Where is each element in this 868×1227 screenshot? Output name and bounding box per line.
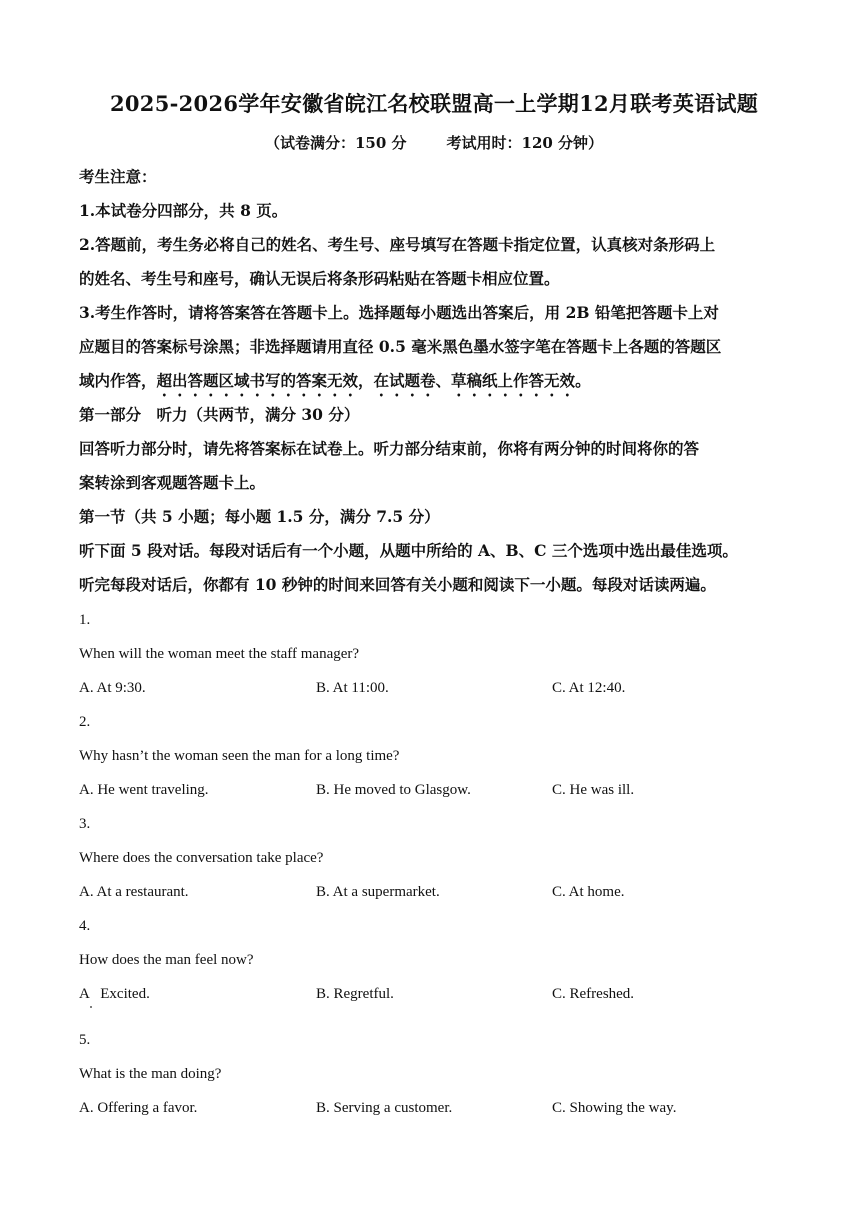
exam-duration: 考试用时：120 分钟） xyxy=(446,134,604,152)
option-a: A Excited. xyxy=(79,986,150,1002)
question-number: 3. xyxy=(79,816,91,832)
option-c: C. Refreshed. xyxy=(552,986,635,1002)
question-text: Why hasn’t the woman seen the man for a long time? xyxy=(79,748,400,764)
option-c: C. At home. xyxy=(552,884,625,900)
exam-title: 2025-2026学年安徽省皖江名校联盟高一上学期12月联考英语试题 xyxy=(109,91,759,116)
option-b: B. At 11:00. xyxy=(316,680,389,696)
notice-text: 域内作答， xyxy=(79,371,157,390)
question-text: Where does the conversation take place? xyxy=(79,850,324,866)
notice-item-3-line-2: 应题目的答案标号涂黑；非选择题请用直径 0.5 毫米黑色墨水签字笔在答题卡上各题的答题区 xyxy=(79,337,722,356)
part1-intro-line-1: 回答听力部分时，请先将答案标在试卷上。听力部分结束前，你将有两分钟的时间将你的答 xyxy=(79,439,700,458)
notice-item-1: 1.本试卷分四部分，共 8 页。 xyxy=(79,201,288,220)
option-c: C. He was ill. xyxy=(552,782,635,798)
question-number: 1. xyxy=(79,612,91,628)
option-a: A. Offering a favor. xyxy=(79,1100,198,1116)
question-number: 4. xyxy=(79,918,91,934)
section1-heading: 第一节（共 5 小题；每小题 1.5 分，满分 7.5 分） xyxy=(79,507,440,526)
option-c: C. Showing the way. xyxy=(552,1100,677,1116)
notice-item-3-line-3 xyxy=(79,364,791,400)
notice-heading: 考生注意： xyxy=(79,167,157,186)
part1-intro-line-2: 案转涂到客观题答题卡上。 xyxy=(79,473,266,492)
option-a: A. He went traveling. xyxy=(79,782,209,798)
option-b: B. At a supermarket. xyxy=(316,884,440,900)
question-text: How does the man feel now? xyxy=(79,952,254,968)
option-a: A. At a restaurant. xyxy=(79,884,189,900)
question-number: 5. xyxy=(79,1032,91,1048)
emphasized-text: 超出答题区域书写的答案无效 xyxy=(156,371,359,390)
option-b: B. Regretful. xyxy=(316,986,394,1002)
section1-intro-line-2: 听完每段对话后，你都有 10 秒钟的时间来回答有关小题和阅读下一小题。每段对话读两遍。 xyxy=(79,575,716,594)
question-text: When will the woman meet the staff manager? xyxy=(79,646,360,662)
total-score: （试卷满分：150 分 xyxy=(264,134,407,152)
option-c: C. At 12:40. xyxy=(552,680,626,696)
option-b: B. He moved to Glasgow. xyxy=(316,782,471,798)
notice-text: ， xyxy=(358,371,374,390)
emphasized-text: 在试题卷、草稿纸上作答无效 xyxy=(373,371,576,390)
option-a: A. At 9:30. xyxy=(79,680,146,696)
part1-heading: 第一部分 听力（共两节，满分 30 分） xyxy=(79,405,360,424)
notice-item-2-line-1: 2.答题前，考生务必将自己的姓名、考生号、座号填写在答题卡指定位置，认真核对条形码上 xyxy=(79,235,716,254)
stray-dot xyxy=(90,1006,92,1008)
section1-intro-line-1: 听下面 5 段对话。每段对话后有一个小题，从题中所给的 A、B、C 三个选项中选出最佳选项。 xyxy=(79,541,738,560)
notice-item-2-line-2: 的姓名、考生号和座号，确认无误后将条形码粘贴在答题卡相应位置。 xyxy=(79,269,560,288)
question-number: 2. xyxy=(79,714,91,730)
notice-item-3-line-1: 3.考生作答时，请将答案答在答题卡上。选择题每小题选出答案后，用 2B 铅笔把答题卡上对 xyxy=(79,303,719,322)
notice-text: 。 xyxy=(575,371,591,390)
exam-subtitle xyxy=(0,132,868,153)
option-b: B. Serving a customer. xyxy=(316,1100,453,1116)
question-text: What is the man doing? xyxy=(79,1066,222,1082)
